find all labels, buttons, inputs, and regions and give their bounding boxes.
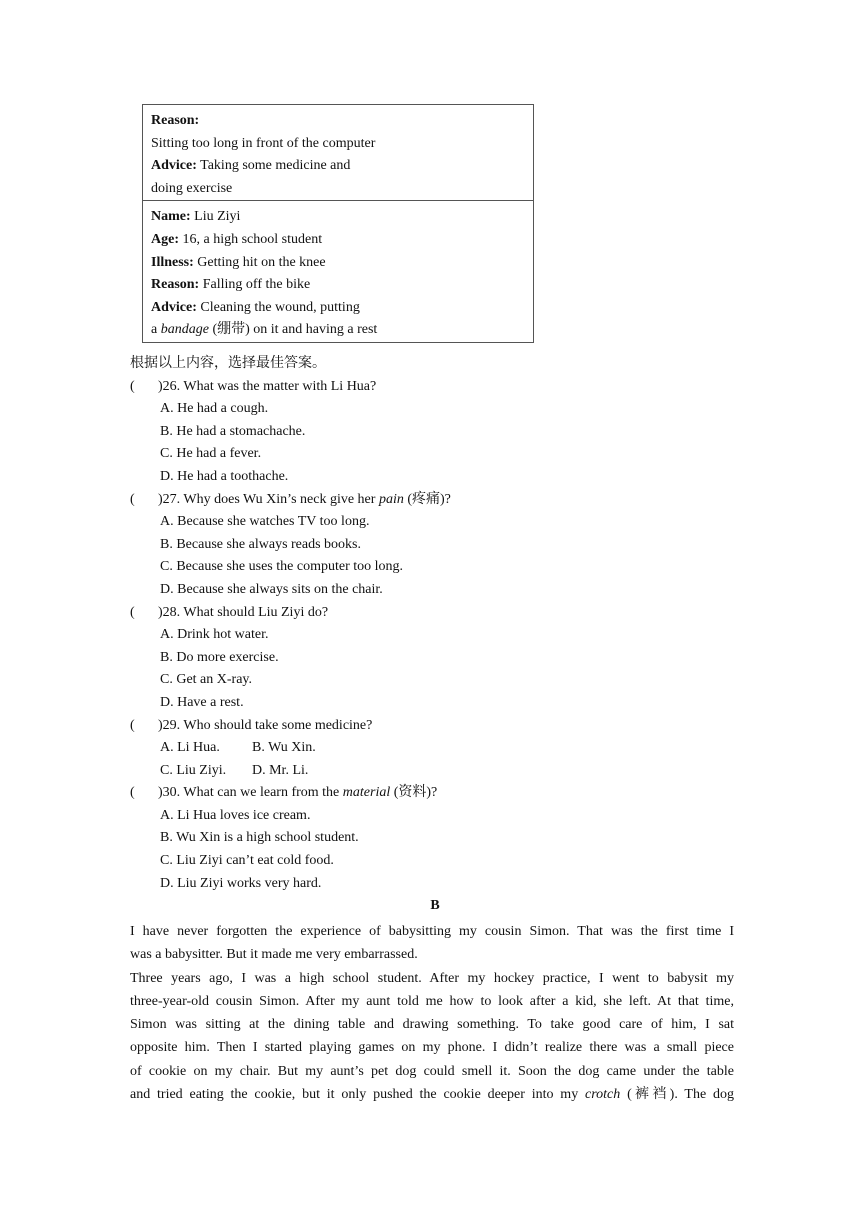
bandage-term: bandage (160, 322, 209, 338)
passage-line: Simon was sitting at the dining table and drawing something. To take good care of him, I sat (130, 1017, 734, 1033)
option: B. He had a stomachache. (160, 423, 306, 439)
answer-blank[interactable]: ( (130, 717, 135, 733)
question-text: (资料)? (390, 785, 438, 801)
option: D. He had a toothache. (160, 468, 289, 484)
option: A. Because she watches TV too long. (160, 514, 370, 530)
option: C. Get an X-ray. (160, 672, 253, 688)
passage-line (130, 1083, 734, 1106)
answer-blank[interactable]: ( (130, 378, 135, 394)
advice-text: (绷带) on it and having a rest (208, 322, 378, 338)
passage (130, 920, 734, 1106)
option-row (130, 737, 740, 760)
question-text: )30. What can we learn from the (158, 785, 343, 801)
advice-label: Advice: (151, 158, 197, 174)
illness-label: Illness: (151, 254, 194, 270)
option: D. Because she always sits on the chair. (160, 581, 383, 597)
age-label: Age: (151, 231, 179, 247)
question-text: )26. What was the matter with Li Hua? (158, 378, 377, 394)
answer-blank[interactable]: ( (130, 491, 135, 507)
answer-blank[interactable]: ( (130, 604, 135, 620)
reason-value: Sitting too long in front of the computer (151, 135, 376, 151)
passage-text: (裤裆). The dog (620, 1087, 734, 1103)
option: B. Because she always reads books. (160, 536, 362, 552)
option: A. He had a cough. (160, 401, 269, 417)
card-section-top (143, 105, 533, 200)
question-29 (130, 715, 740, 738)
passage-line: was a babysitter. But it made me very embarrassed. (130, 947, 418, 963)
advice-value-cont: doing exercise (151, 180, 233, 196)
option: A. Li Hua loves ice cream. (160, 807, 311, 823)
question-27 (130, 489, 740, 512)
question-text: )29. Who should take some medicine? (158, 717, 373, 733)
passage-line: three-year-old cousin Simon. After my aunt told me how to look after a kid, she left. At that time, (130, 993, 734, 1009)
card-section-liu-ziyi (143, 200, 533, 342)
name-label: Name: (151, 209, 191, 225)
option: D. Liu Ziyi works very hard. (160, 875, 322, 891)
option: B. Wu Xin is a high school student. (160, 830, 359, 846)
advice-label: Advice: (151, 299, 197, 315)
advice-text: a (151, 322, 161, 338)
option: B. Wu Xin. (252, 740, 316, 756)
reason-label: Reason: (151, 277, 200, 293)
option: C. Because she uses the computer too long. (160, 559, 404, 575)
question-30 (130, 782, 740, 805)
section-title: B (430, 898, 440, 914)
reason-value: Falling off the bike (199, 277, 311, 293)
reason-label: Reason: (151, 113, 200, 128)
question-text: (疼痛)? (403, 491, 451, 507)
passage-line: Three years ago, I was a high school student. After my hockey practice, I went to babysit my (130, 970, 734, 986)
option: C. Liu Ziyi. (160, 762, 227, 778)
option: A. Li Hua. (160, 740, 220, 756)
option: D. Mr. Li. (252, 762, 309, 778)
passage-line: opposite him. Then I started playing games on my phone. I didn’t realize there was a small piece (130, 1040, 734, 1056)
passage-line: of cookie on my chair. But my aunt’s pet dog could smell it. Soon the dog came under the table (130, 1063, 734, 1079)
option: A. Drink hot water. (160, 627, 269, 643)
answer-blank[interactable]: ( (130, 785, 135, 801)
question-text: )28. What should Liu Ziyi do? (158, 604, 329, 620)
age-value: 16, a high school student (179, 231, 323, 247)
option: C. Liu Ziyi can’t eat cold food. (160, 853, 334, 869)
option: D. Have a rest. (160, 694, 244, 710)
passage-text: and tried eating the cookie, but it only pushed the cookie deeper into my (130, 1087, 586, 1103)
material-term: material (342, 785, 391, 801)
info-card (142, 104, 534, 343)
option: C. He had a fever. (160, 446, 262, 462)
passage-line: I have never forgotten the experience of babysitting my cousin Simon. That was the first time I (130, 924, 734, 939)
question-28 (130, 602, 740, 625)
name-value: Liu Ziyi (190, 209, 241, 225)
crotch-term: crotch (585, 1087, 621, 1103)
question-text: )27. Why does Wu Xin’s neck give her (158, 491, 379, 507)
option-row (130, 760, 740, 783)
option: B. Do more exercise. (160, 649, 279, 665)
pain-term: pain (378, 491, 404, 507)
illness-value: Getting hit on the knee (193, 254, 326, 270)
question-26 (130, 376, 740, 399)
advice-value: Cleaning the wound, putting (196, 299, 360, 315)
advice-value: Taking some medicine and (196, 158, 351, 174)
questions-block (130, 353, 740, 918)
instruction: 根据以上内容，选择最佳答案。 (130, 356, 326, 371)
